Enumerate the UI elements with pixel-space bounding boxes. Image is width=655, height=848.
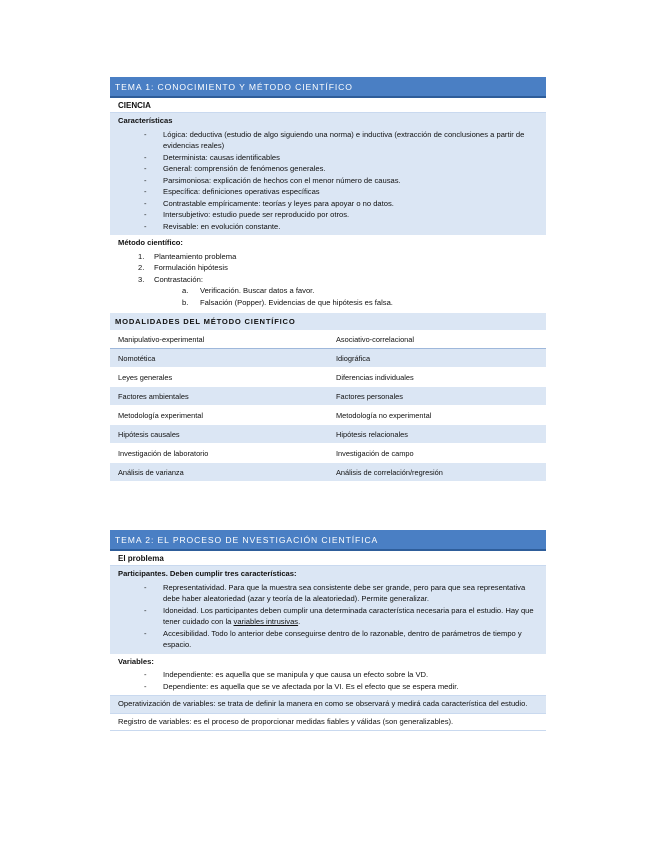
table-cell: Investigación de campo [328, 444, 546, 463]
caracteristica-item: - Determinista: causas identificables [118, 152, 538, 164]
metodo-step: 2. Formulación hipótesis [138, 263, 228, 272]
metodo-section [110, 235, 546, 311]
table-row [110, 463, 546, 482]
table-cell: Hipótesis relacionales [328, 425, 546, 444]
tema1-section [110, 77, 546, 482]
table-cell: Factores personales [328, 387, 546, 406]
table-cell: Metodología experimental [110, 406, 328, 425]
ciencia-heading: CIENCIA [110, 98, 546, 113]
participantes-title: Participantes. Deben cumplir tres características: [118, 569, 297, 578]
contrastacion-item: a. Verificación. Buscar datos a favor. [182, 286, 315, 295]
table-cell: Nomotética [110, 349, 328, 368]
table-header-row [110, 330, 546, 349]
caracteristica-item: - Intersubjetivo: estudio puede ser reproducido por otros. [118, 209, 538, 221]
table-header-cell: Asociativo-correlacional [328, 330, 546, 349]
tema2-section [110, 530, 546, 731]
tema2-header: TEMA 2: EL PROCESO DE NVESTIGACIÓN CIENTÍFICA [110, 530, 546, 551]
table-cell: Leyes generales [110, 368, 328, 387]
caracteristica-item: - Lógica: deductiva (estudio de algo siguiendo una norma) e inductiva (extracción de conclusiones a partir de evidencias reales) [118, 129, 538, 152]
metodo-title: Método científico: [118, 238, 183, 247]
caracteristicas-title: Características [118, 116, 173, 125]
operativizacion-text: Operativización de variables: se trata de definir la manera en como se observará y medirá cada característica del estudio. [110, 695, 546, 713]
caracteristica-item: - Contrastable empíricamente: teorías y leyes para apoyar o no datos. [118, 198, 538, 210]
variable-item: - Dependiente: es aquella que se ve afectada por la VI. Es el efecto que se espera medir. [118, 681, 538, 693]
table-cell: Diferencias individuales [328, 368, 546, 387]
table-cell: Investigación de laboratorio [110, 444, 328, 463]
table-cell: Metodología no experimental [328, 406, 546, 425]
metodo-step: 1. Planteamiento problema [138, 251, 237, 261]
caracteristicas-section [110, 113, 546, 235]
registro-text: Registro de variables: es el proceso de proporcionar medidas fiables y válidas (son generalizables). [110, 713, 546, 732]
caracteristica-item: - Parsimoniosa: explicación de hechos con el menor número de causas. [118, 175, 538, 187]
participantes-section [110, 566, 546, 654]
table-row [110, 406, 546, 425]
problema-heading: El problema [110, 551, 546, 566]
table-header-cell: Manipulativo-experimental [110, 330, 328, 349]
tema1-header: TEMA 1: CONOCIMIENTO Y MÉTODO CIENTÍFICO [110, 77, 546, 98]
table-row [110, 368, 546, 387]
table-cell: Factores ambientales [110, 387, 328, 406]
participante-item: - Idoneidad. Los participantes deben cumplir una determinada característica necesaria para el estudio. Hay que tener cuidado con la variables intrusivas. [118, 605, 538, 628]
table-cell: Hipótesis causales [110, 425, 328, 444]
participante-item: - Representatividad. Para que la muestra sea consistente debe ser grande, pero para que sea representativa debe haber aleatoriedad (azar y teoría de la aleatoriedad). Permite generalizar. [118, 582, 538, 605]
table-row [110, 425, 546, 444]
modalidades-header: MODALIDADES DEL MÉTODO CIENTÍFICO [110, 313, 546, 330]
table-cell: Análisis de varianza [110, 463, 328, 482]
modalidades-table [110, 330, 546, 482]
variables-section [110, 654, 546, 696]
table-row [110, 444, 546, 463]
metodo-step: 3. Contrastación: [138, 274, 203, 284]
variables-title: Variables: [118, 656, 154, 666]
variable-item: - Independiente: es aquella que se manipula y que causa un efecto sobre la VD. [118, 669, 538, 681]
table-row [110, 349, 546, 368]
caracteristica-item: - General: comprensión de fenómenos generales. [118, 163, 538, 175]
table-row [110, 387, 546, 406]
caracteristica-item: - Revisable: en evolución constante. [118, 221, 538, 233]
contrastacion-item: b. Falsación (Popper). Evidencias de que hipótesis es falsa. [182, 297, 393, 307]
table-cell: Idiográfica [328, 349, 546, 368]
caracteristica-item: - Específica: definiciones operativas específicas [118, 186, 538, 198]
participante-item: - Accesibilidad. Todo lo anterior debe conseguirse dentro de lo razonable, dentro de parámetros de tiempo y espacio. [118, 628, 538, 651]
table-cell: Análisis de correlación/regresión [328, 463, 546, 482]
